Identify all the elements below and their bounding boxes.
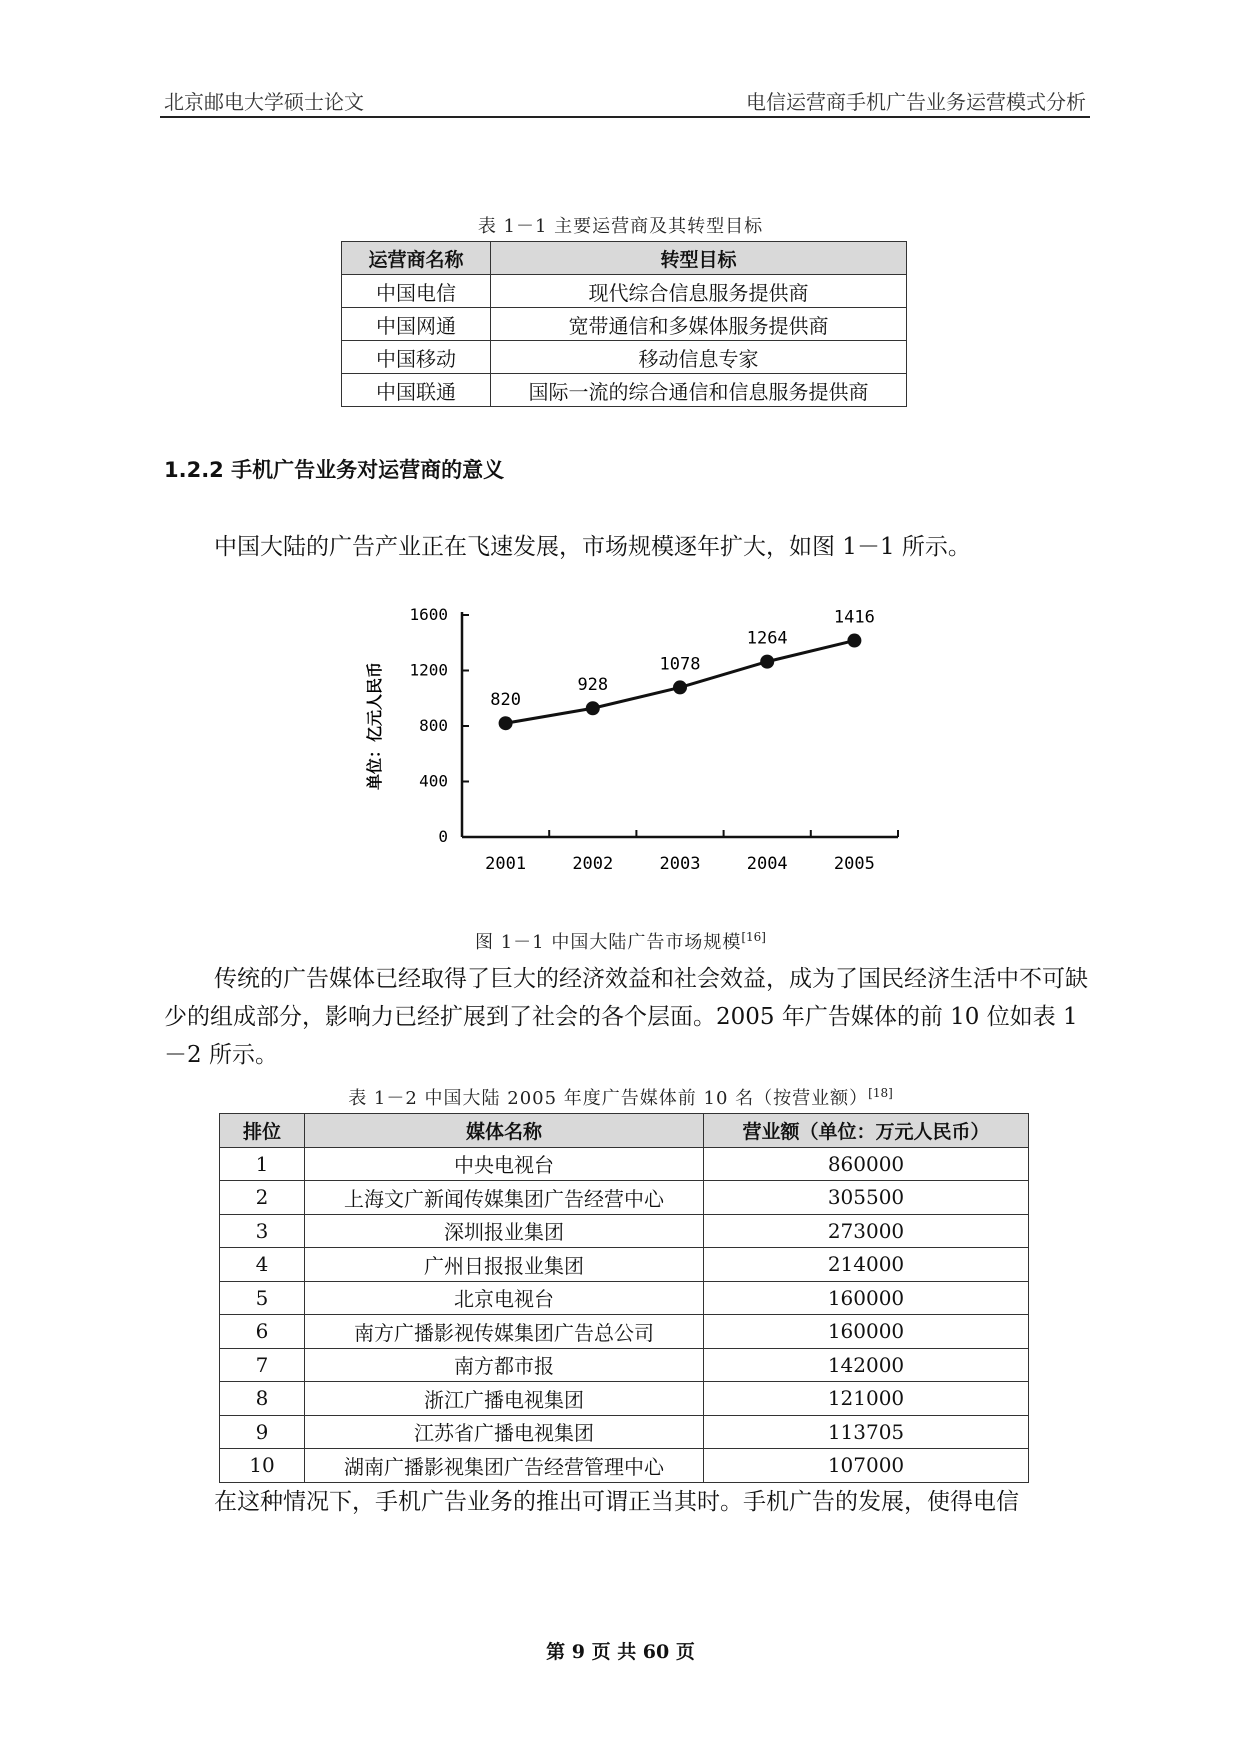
- section-heading: 1.2.2 手机广告业务对运营商的意义: [164, 458, 505, 482]
- table-cell: 中国移动: [342, 341, 491, 374]
- figure1-caption-text: 图 1－1 中国大陆广告市场规模: [475, 932, 742, 953]
- header-university: 北京邮电大学硕士论文: [164, 90, 364, 114]
- table-cell: 北京电视台: [305, 1281, 704, 1315]
- table-cell: 湖南广播影视集团广告经营管理中心: [305, 1449, 704, 1483]
- table-cell: 107000: [704, 1449, 1029, 1483]
- table-cell: 305500: [704, 1181, 1029, 1215]
- table-cell: 中国电信: [342, 275, 491, 308]
- x-tick-label: 2003: [659, 854, 701, 874]
- table-row: [220, 1147, 1029, 1181]
- data-label: 928: [577, 675, 609, 696]
- table-cell: 2: [220, 1181, 305, 1215]
- x-tick-label: 2005: [833, 854, 875, 874]
- top-media-table: [219, 1113, 1029, 1483]
- header-thesis-title: 电信运营商手机广告业务运营模式分析: [746, 90, 1086, 114]
- page-footer: 第 9 页 共 60 页: [546, 1641, 695, 1663]
- table-cell: 860000: [704, 1147, 1029, 1181]
- table-header-row: [220, 1114, 1029, 1148]
- data-label: 1416: [833, 607, 875, 628]
- data-point: [760, 655, 774, 669]
- operators-table: [341, 241, 907, 407]
- table2-caption-text: 表 1－2 中国大陆 2005 年度广告媒体前 10 名（按营业额）: [348, 1088, 869, 1109]
- column-header: 营业额（单位：万元人民币）: [704, 1114, 1029, 1148]
- table2-caption: [0, 1084, 1241, 1110]
- y-tick-label: 800: [419, 716, 448, 735]
- data-point: [673, 680, 687, 694]
- column-header: 运营商名称: [342, 242, 491, 275]
- table-row: [220, 1415, 1029, 1449]
- data-point: [499, 716, 513, 730]
- table-cell: 113705: [704, 1415, 1029, 1449]
- table-cell: 中国网通: [342, 308, 491, 341]
- data-label: 1264: [746, 628, 788, 649]
- x-tick-label: 2004: [746, 854, 788, 874]
- data-point: [586, 701, 600, 715]
- table-row: [220, 1214, 1029, 1248]
- column-header: 转型目标: [491, 242, 907, 275]
- column-header: 媒体名称: [305, 1114, 704, 1148]
- table-cell: 国际一流的综合通信和信息服务提供商: [491, 374, 907, 407]
- table-cell: 南方广播影视传媒集团广告总公司: [305, 1315, 704, 1349]
- table-cell: 9: [220, 1415, 305, 1449]
- table-cell: 5: [220, 1281, 305, 1315]
- figure1-ref: [16]: [741, 930, 766, 944]
- table-cell: 移动信息专家: [491, 341, 907, 374]
- table-row: [342, 275, 907, 308]
- column-header: 排位: [220, 1114, 305, 1148]
- table1-caption: 表 1－1 主要运营商及其转型目标: [477, 216, 764, 237]
- table-cell: 江苏省广播电视集团: [305, 1415, 704, 1449]
- y-tick-label: 0: [438, 827, 448, 846]
- table-row: [220, 1181, 1029, 1215]
- table-cell: 8: [220, 1382, 305, 1416]
- table-row: [220, 1449, 1029, 1483]
- table-cell: 160000: [704, 1281, 1029, 1315]
- table-row: [342, 341, 907, 374]
- table-cell: 中国联通: [342, 374, 491, 407]
- table-row: [220, 1315, 1029, 1349]
- table-cell: 7: [220, 1348, 305, 1382]
- y-tick-label: 1200: [409, 660, 448, 680]
- table-row: [342, 308, 907, 341]
- table-header-row: [342, 242, 907, 275]
- table-cell: 现代综合信息服务提供商: [491, 275, 907, 308]
- data-label: 1078: [659, 654, 701, 675]
- table-cell: 10: [220, 1449, 305, 1483]
- data-point: [847, 634, 861, 648]
- figure1-caption: [0, 928, 1241, 954]
- y-tick-label: 400: [419, 771, 448, 791]
- table-cell: 中央电视台: [305, 1147, 704, 1181]
- table-cell: 浙江广播电视集团: [305, 1382, 704, 1416]
- y-tick-label: 1600: [409, 605, 448, 624]
- table-cell: 南方都市报: [305, 1348, 704, 1382]
- table-cell: 宽带通信和多媒体服务提供商: [491, 308, 907, 341]
- paragraph-intro: 中国大陆的广告产业正在飞速发展，市场规模逐年扩大，如图 1－1 所示。: [214, 534, 971, 560]
- table-cell: 3: [220, 1214, 305, 1248]
- table-cell: 上海文广新闻传媒集团广告经营中心: [305, 1181, 704, 1215]
- x-tick-label: 2001: [485, 854, 527, 874]
- table-cell: 1: [220, 1147, 305, 1181]
- table-row: [220, 1281, 1029, 1315]
- table-cell: 273000: [704, 1214, 1029, 1248]
- paragraph-media: 传统的广告媒体已经取得了巨大的经济效益和社会效益，成为了国民经济生活中不可缺少的组成部分，影响力已经扩展到了社会的各个层面。2005 年广告媒体的前 10 位如表 1－2 所示。: [164, 966, 1088, 1068]
- y-axis-ticks: [409, 605, 469, 846]
- table-cell: 4: [220, 1248, 305, 1282]
- table-cell: 214000: [704, 1248, 1029, 1282]
- table-cell: 广州日报报业集团: [305, 1248, 704, 1282]
- table-cell: 142000: [704, 1348, 1029, 1382]
- table-cell: 160000: [704, 1315, 1029, 1349]
- table-row: [220, 1348, 1029, 1382]
- table-row: [220, 1248, 1029, 1282]
- table-cell: 121000: [704, 1382, 1029, 1416]
- table-row: [220, 1382, 1029, 1416]
- page-header: [160, 80, 1090, 118]
- y-axis-label: 单位：亿元人民币: [365, 661, 384, 791]
- table-row: [342, 374, 907, 407]
- data-label: 820: [490, 690, 521, 711]
- chart-series: [490, 608, 875, 731]
- table-cell: 深圳报业集团: [305, 1214, 704, 1248]
- table2-ref: [18]: [868, 1086, 893, 1100]
- x-tick-label: 2002: [572, 854, 614, 874]
- table-cell: 6: [220, 1315, 305, 1349]
- paragraph-conclusion: 在这种情况下，手机广告业务的推出可谓正当其时。手机广告的发展，使得电信: [214, 1489, 1019, 1515]
- ad-market-line-chart: [360, 590, 920, 900]
